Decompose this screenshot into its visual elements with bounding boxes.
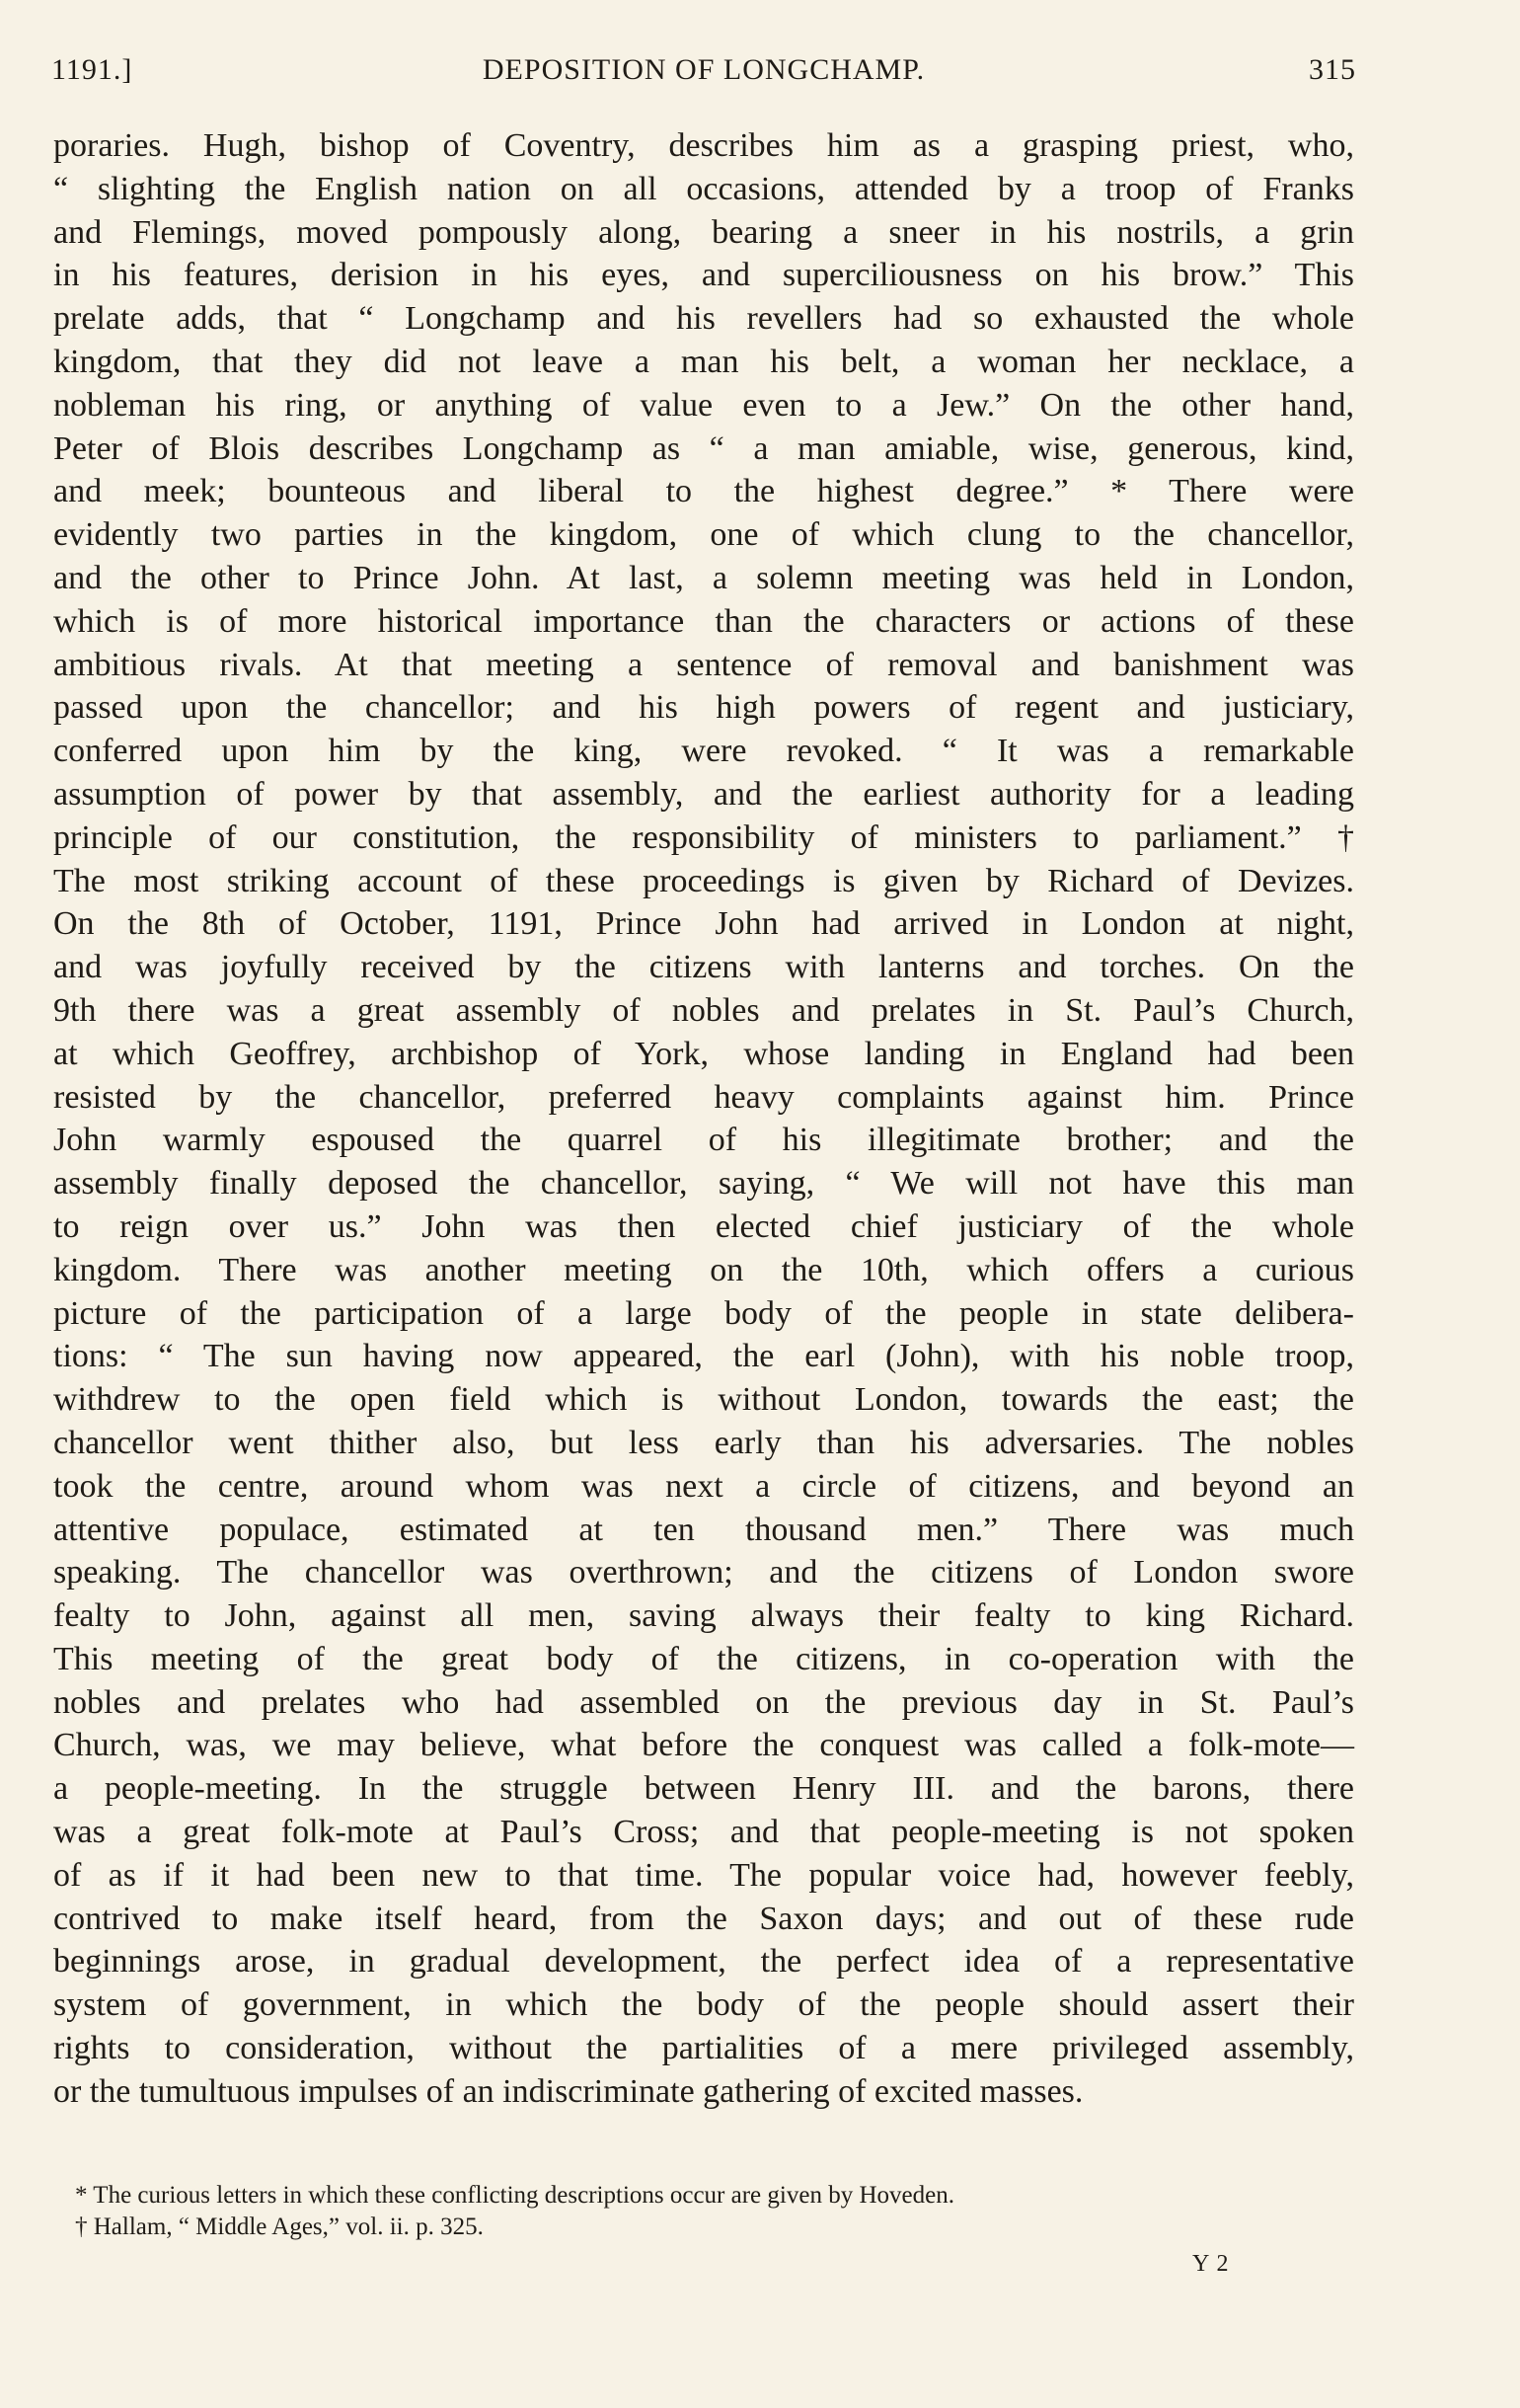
text-line: in his features, derision in his eyes, and superciliousness on his brow.” This (53, 257, 1354, 294)
text-line: fealty to John, against all men, saving always their fealty to king Richard. (53, 1597, 1354, 1635)
text-line: On the 8th of October, 1191, Prince John had arrived in London at night, (53, 905, 1354, 943)
footnotes (75, 2180, 1289, 2243)
footnote-1: * The curious letters in which these conflicting descriptions occur are given by Hoveden. (75, 2182, 954, 2209)
text-line: took the centre, around whom was next a circle of citizens, and beyond an (53, 1467, 1354, 1505)
page-number: 315 (1309, 53, 1356, 86)
text-line: to reign over us.” John was then elected chief justiciary of the whole (53, 1207, 1354, 1245)
text-line: passed upon the chancellor; and his high powers of regent and justiciary, (53, 689, 1354, 727)
footnote-2: † Hallam, “ Middle Ages,” vol. ii. p. 325. (75, 2214, 484, 2240)
text-line: prelate adds, that “ Longchamp and his revellers had so exhausted the whole (53, 300, 1354, 338)
text-line: nobles and prelates who had assembled on the previous day in St. Paul’s (53, 1683, 1354, 1721)
text-line: poraries. Hugh, bishop of Coventry, describes him as a grasping priest, who, (53, 127, 1354, 164)
header-year: 1191.] (51, 53, 133, 86)
text-line: evidently two parties in the kingdom, one of which clung to the chancellor, (53, 516, 1354, 554)
text-line: speaking. The chancellor was overthrown; and the citizens of London swore (53, 1554, 1354, 1592)
text-line: system of government, in which the body of the people should assert their (53, 1986, 1354, 2024)
text-line: at which Geoffrey, archbishop of York, whose landing in England had been (53, 1035, 1354, 1072)
text-line: attentive populace, estimated at ten thousand men.” There was much (53, 1511, 1354, 1548)
text-line: tions: “ The sun having now appeared, the earl (John), with his noble troop, (53, 1338, 1354, 1375)
text-line: which is of more historical importance than the characters or actions of these (53, 602, 1354, 640)
text-line: The most striking account of these proceedings is given by Richard of Devizes. (53, 862, 1354, 899)
text-line: 9th there was a great assembly of nobles and prelates in St. Paul’s Church, (53, 991, 1354, 1029)
text-line: principle of our constitution, the responsibility of ministers to parliament.” † (53, 818, 1354, 856)
text-line: a people-meeting. In the struggle between Henry III. and the barons, there (53, 1770, 1354, 1808)
text-line: resisted by the chancellor, preferred heavy complaints against him. Prince (53, 1078, 1354, 1116)
text-line: picture of the participation of a large body of the people in state delibera- (53, 1294, 1354, 1332)
text-line: beginnings arose, in gradual development, the perfect idea of a representative (53, 1943, 1354, 1981)
text-line: This meeting of the great body of the citizens, in co-operation with the (53, 1640, 1354, 1677)
text-line: or the tumultuous impulses of an indiscriminate gathering of excited masses. (53, 2072, 1084, 2110)
text-line: kingdom. There was another meeting on the 10th, which offers a curious (53, 1251, 1354, 1288)
header-title: DEPOSITION OF LONGCHAMP. (482, 53, 926, 86)
text-line: ambitious rivals. At that meeting a sentence of removal and banishment was (53, 646, 1354, 683)
text-line: assumption of power by that assembly, and the earliest authority for a leading (53, 775, 1354, 813)
text-line: chancellor went thither also, but less early than his adversaries. The nobles (53, 1424, 1354, 1461)
running-header (51, 53, 1356, 97)
text-line: conferred upon him by the king, were revoked. “ It was a remarkable (53, 733, 1354, 770)
text-line: was a great folk-mote at Paul’s Cross; and that people-meeting is not spoken (53, 1814, 1354, 1851)
body-text (53, 124, 1354, 2114)
text-line: John warmly espoused the quarrel of his illegitimate brother; and the (53, 1122, 1354, 1159)
text-line: of as if it had been new to that time. The popular voice had, however feebly, (53, 1856, 1354, 1894)
text-line: Peter of Blois describes Longchamp as “ a man amiable, wise, generous, kind, (53, 429, 1354, 467)
text-line: rights to consideration, without the partialities of a mere privileged assembly, (53, 2030, 1354, 2067)
text-line: kingdom, that they did not leave a man his belt, a woman her necklace, a (53, 343, 1354, 380)
text-line: assembly finally deposed the chancellor, saying, “ We will not have this man (53, 1165, 1354, 1203)
text-line: and the other to Prince John. At last, a solemn meeting was held in London, (53, 559, 1354, 596)
text-line: and was joyfully received by the citizens with lanterns and torches. On the (53, 949, 1354, 986)
signature-mark: Y 2 (1192, 2251, 1230, 2277)
text-line: and meek; bounteous and liberal to the highest degree.” * There were (53, 473, 1354, 510)
text-line: Church, was, we may believe, what before the conquest was called a folk-mote— (53, 1727, 1354, 1764)
text-line: nobleman his ring, or anything of value even to a Jew.” On the other hand, (53, 386, 1354, 424)
text-line: withdrew to the open field which is without London, towards the east; the (53, 1381, 1354, 1419)
text-line: “ slighting the English nation on all occasions, attended by a troop of Franks (53, 170, 1354, 207)
text-line: contrived to make itself heard, from the Saxon days; and out of these rude (53, 1900, 1354, 1937)
text-line: and Flemings, moved pompously along, bearing a sneer in his nostrils, a grin (53, 213, 1354, 251)
